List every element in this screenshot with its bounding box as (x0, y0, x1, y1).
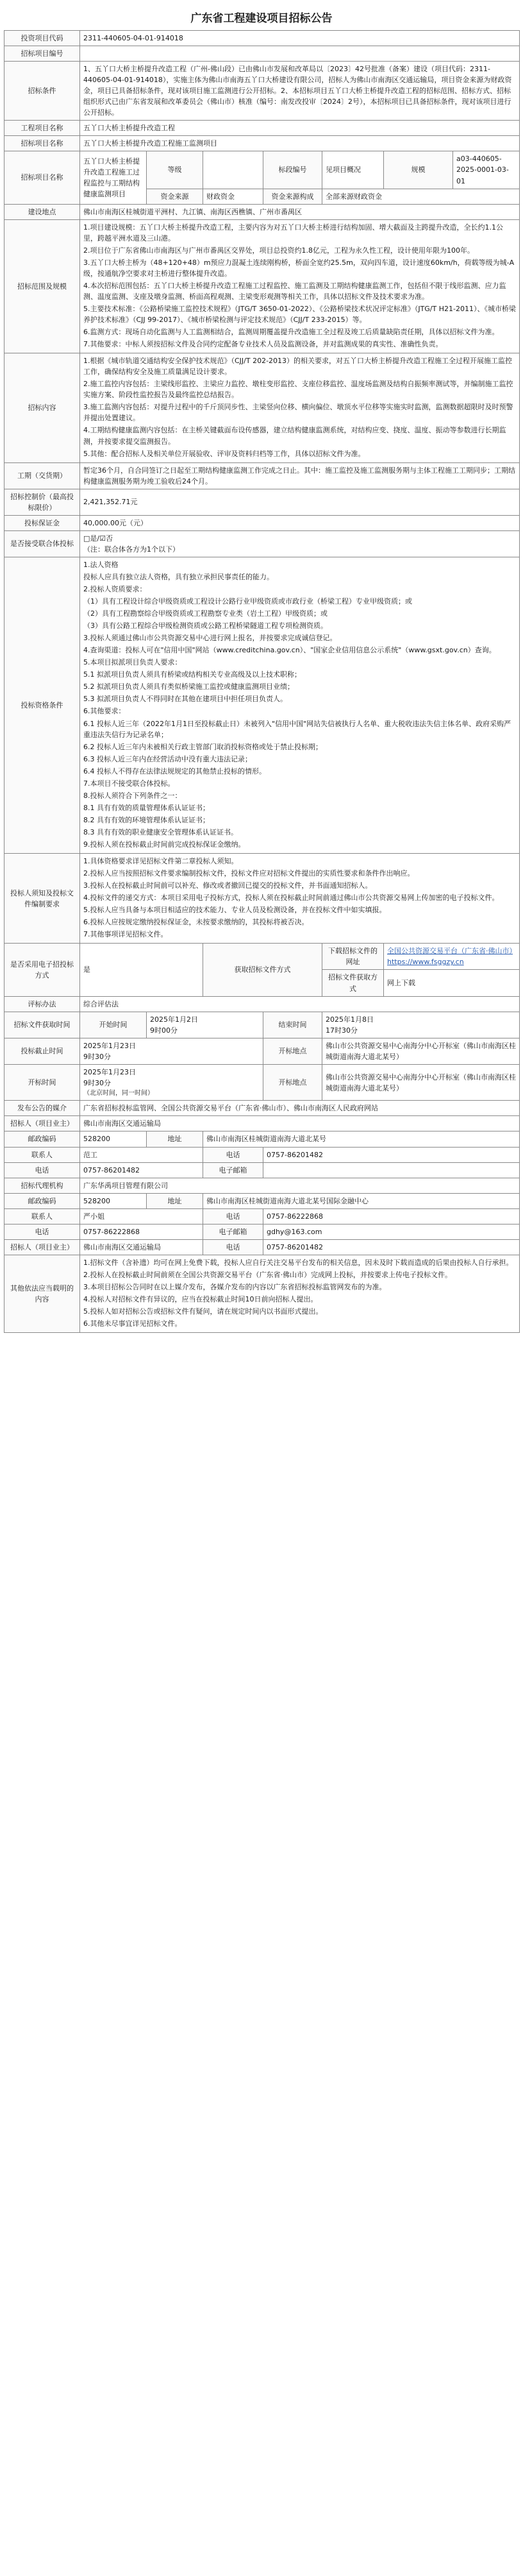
other-para: 6.其他未尽事宜详见招标文件。 (83, 1319, 182, 1328)
approval-no-label: 招标项目编号 (4, 46, 80, 62)
consortium-choice: □是/☑否 (83, 534, 113, 543)
deadline-label: 投标截止时间 (4, 1038, 80, 1064)
announcement-table (4, 30, 520, 1333)
scope-para: 2.项目位于广东省佛山市南海区与广州市番禺区交界处，项目总投资约1.8亿元，工程为永久性工程，设计使用年限为100年。 (83, 246, 474, 255)
electronic-label: 是否采用电子招投标方式 (4, 944, 80, 996)
qual-para: 5.3 拟派项目负责人不得同时在其他在建项目中担任项目负责人。 (83, 695, 287, 704)
agent-email-label: 电子邮箱 (203, 1224, 263, 1239)
qual-para: 8.投标人须符合下列条件之一： (83, 791, 182, 800)
grade-k3-label: 规模 (384, 151, 453, 189)
duration-label: 工期（交货期） (4, 462, 80, 489)
release-method-label: 招标文件获取方式 (322, 970, 384, 996)
open-time-note: （北京时间，同一时间） (83, 1089, 154, 1097)
content-value (80, 353, 520, 462)
scope-para: 3.五丫口大桥主桥为（48+120+48）m预应力混凝土连续刚构桥，桥面全宽约25.5m，双向四车道，设计速度60km/h，荷载等级为城-A级，按通航净空要求对主桥进行整体提升改造。 (83, 258, 515, 278)
page-title: 广东省工程建设项目招标公告 (190, 12, 333, 25)
phone-label: 电话 (203, 1147, 263, 1162)
media-label: 发布公告的媒介 (4, 1101, 80, 1116)
download-label: 下载招标文件的网址 (322, 944, 384, 970)
agent-phone-label: 电话 (203, 1208, 263, 1224)
review-value: 综合评估法 (80, 996, 520, 1012)
row-deadline (4, 1038, 520, 1064)
grade-k3-value: 见项目概况 (322, 151, 384, 189)
other-label: 其他依法应当载明的内容 (4, 1255, 80, 1332)
location-value: 佛山市南海区桂城街道平洲村、九江镇、南海区西樵镇、广州市番禺区 (80, 204, 520, 219)
scope-para: 5.主要技术标准：《公路桥梁施工监控技术规程》（JTG/T 3650-01-2022）、《公路桥梁技术状况评定标准》（JTG/T H21-2011）、《城市桥梁养护技术标准》（CJJ 99-2017）、《城市桥梁检测与评定技术规范》（CJJ/T 233-2015）等。 (83, 304, 516, 325)
row-consortium (4, 530, 520, 557)
row-max-price (4, 489, 520, 515)
notes-para: 4.投标文件的递交方式：本项目采用电子投标方式，投标人须在投标截止时间前通过佛山市公共资源交易网上传加密的电子投标文件。 (83, 894, 499, 902)
location-label: 建设地点 (4, 204, 80, 219)
row-agent-email (4, 1224, 520, 1239)
max-price-value: 2,421,352.71元 (80, 489, 520, 515)
open-clock: 9时30分 (83, 1078, 111, 1087)
row-tenderer-addr (4, 1131, 520, 1147)
contact-value: 范工 (80, 1147, 203, 1162)
agent-addr-label: 地址 (147, 1193, 203, 1208)
qual-para: 6.2 投标人近三年内未被相关行政主管部门取消投标资格或处于禁止投标期； (83, 742, 322, 751)
media-value: 广东省招标投标监管网、全国公共资源交易平台（广东省·佛山市）、佛山市南海区人民政府网站 (80, 1101, 520, 1116)
qual-para: 投标人应具有独立法人资格，具有独立承担民事责任的能力。 (83, 572, 274, 581)
download-link[interactable]: 全国公共资源交易平台（广东省·佛山市）https://www.fsggzy.cn (384, 944, 520, 970)
agent-email-value: gdhy@163.com (263, 1224, 520, 1239)
qual-para: 6.其他要求： (83, 707, 126, 716)
grade-label: 招标项目名称 (4, 151, 80, 204)
row-project-code (4, 31, 520, 46)
row-tenderer-email (4, 1162, 520, 1178)
time-label: 招标文件获取时间 (4, 1012, 80, 1038)
row-agent-addr (4, 1193, 520, 1208)
notes-para: 6.投标人应按规定缴纳投标保证金，未按要求缴纳的，其投标将被否决。 (83, 918, 309, 927)
supervisor-value: 佛山市南海区交通运输局 (80, 1239, 203, 1255)
project-code-value: 2311-440605-04-01-914018 (80, 31, 520, 46)
project-name-label: 工程项目名称 (4, 121, 80, 136)
qual-para: 8.3 具有有效的职业健康安全管理体系认证证书。 (83, 827, 238, 836)
time-start (147, 1012, 263, 1038)
project-code-label: 投资项目代码 (4, 31, 80, 46)
agent-contact-label: 联系人 (4, 1208, 80, 1224)
agent-value: 广东华禹项目管理有限公司 (80, 1178, 520, 1193)
tenderer-label: 招标人（项目业主） (4, 1116, 80, 1131)
email-value (263, 1162, 520, 1178)
consortium-label: 是否接受联合体投标 (4, 530, 80, 557)
notes-para: 3.投标人在投标截止时间前可以补充、修改或者撤回已提交的投标文件，并书面通知招标人。 (83, 881, 372, 890)
scope-para: 6.监测方式：现场自动化监测与人工监测相结合，监测周期覆盖提升改造施工全过程及竣工后质量缺陷责任期，具体以招标文件为准。 (83, 328, 499, 337)
row-tenderer (4, 1116, 520, 1131)
deadline-clock: 9时30分 (83, 1052, 111, 1061)
time-end-clock: 17时30分 (326, 1026, 358, 1035)
row-grade (4, 151, 520, 189)
agent-addr-value: 佛山市南海区桂城街道南海大道北某号国际金融中心 (203, 1193, 520, 1208)
qual-para: 8.2 具有有效的环境管理体系认证证书； (83, 815, 210, 824)
row-location (4, 204, 520, 219)
approval-no-value (80, 46, 520, 62)
get-method-label: 获取招标文件方式 (203, 944, 322, 996)
scope-para: 7.其他要求：中标人须按招标文件及合同约定配备专业技术人员及监测设备，并对监测成果的真实性、准确性负责。 (83, 340, 443, 349)
open-place-value: 佛山市公共资源交易中心南海分中心开标室（佛山市南海区桂城街道南海大道北某号） (322, 1038, 520, 1064)
row-supervisor (4, 1239, 520, 1255)
content-para: 2.施工监控内容包括：主梁线形监控、主梁应力监控、墩柱变形监控、支座位移监控、温度场监测及结构自振频率测试等，并编制施工监控实施方案、阶段性监控报告及最终监控总结报告。 (83, 380, 513, 400)
bond-label: 投标保证金 (4, 515, 80, 530)
phone-value: 0757-86201482 (263, 1147, 520, 1162)
grade-extra: a03-440605-2025-0001-03-01 (453, 151, 520, 189)
grade-k1-label: 等级 (147, 151, 203, 189)
row-project-name (4, 121, 520, 136)
open-date: 2025年1月23日 (83, 1067, 136, 1076)
row-agent (4, 1178, 520, 1193)
other-para: 2.投标人在投标截止时间前须在全国公共资源交易平台（广东省·佛山市）完成网上投标，并按要求上传电子投标文件。 (83, 1270, 452, 1279)
content-para: 4.工期结构健康监测内容包括：在主桥关键截面布设传感器，建立结构健康监测系统，对结构应变、挠度、温度、振动等参数进行长期监测，并按要求提交监测报告。 (83, 426, 506, 446)
time-start-date: 2025年1月2日 (150, 1015, 198, 1024)
grade-k2-value (203, 151, 263, 189)
row-open-time (4, 1064, 520, 1101)
qualification-value (80, 557, 520, 853)
notes-label: 投标人须知及投标文件编制要求 (4, 854, 80, 944)
content-label: 招标内容 (4, 353, 80, 462)
qual-para: 7.本项目不接受联合体投标。 (83, 779, 175, 788)
max-price-label: 招标控制价（最高投标限价） (4, 489, 80, 515)
row-qualification (4, 557, 520, 853)
agent-fax-label: 电话 (4, 1224, 80, 1239)
qual-para: 4.查询渠道：投标人可在"信用中国"网站（www.creditchina.gov.cn）、"国家企业信用信息公示系统"（www.gsxt.gov.cn）查询。 (83, 646, 496, 655)
qual-para: 6.4 投标人不得存在法律法规规定的其他禁止投标的情形。 (83, 767, 266, 775)
postcode-label: 邮政编码 (4, 1131, 80, 1147)
qual-para: 3.投标人须通过佛山市公共资源交易中心进行网上报名，并按要求完成诚信登记。 (83, 634, 337, 643)
project-name-value: 五丫口大桥主桥提升改造工程 (80, 121, 520, 136)
qual-para: 9.投标人须在投标截止时间前完成投标保证金缴纳。 (83, 840, 245, 849)
qual-para: 1.法人资格 (83, 560, 119, 569)
row-agent-contact (4, 1208, 520, 1224)
supervisor-label: 招标人（项目业主） (4, 1239, 80, 1255)
duration-value: 暂定36个月，自合同签订之日起至工期结构健康监测工作完成之日止。其中：施工监控及施工监测服务期与主体工程施工工期同步；工期结构健康监测服务期为竣工验收后24个月。 (80, 462, 520, 489)
row-tenderer-contact (4, 1147, 520, 1162)
review-label: 评标办法 (4, 996, 80, 1012)
supervisor-phone-value: 0757-86201482 (263, 1239, 520, 1255)
bid-project-name-value: 五丫口大桥主桥提升改造工程施工监测项目 (80, 136, 520, 151)
agent-label: 招标代理机构 (4, 1178, 80, 1193)
bid-project-name-label: 招标项目名称 (4, 136, 80, 151)
other-para: 4.投标人对招标文件有异议的，应当在投标截止时间10日前向招标人提出。 (83, 1295, 318, 1303)
end-label: 结束时间 (263, 1012, 322, 1038)
qual-para: 2.投标人资质要求： (83, 585, 147, 594)
notes-para: 1.具体资格要求详见招标文件第二章投标人须知。 (83, 857, 238, 866)
supervisor-phone-label: 电话 (203, 1239, 263, 1255)
row-notes (4, 854, 520, 944)
contact-label: 联系人 (4, 1147, 80, 1162)
qual-para: 5.2 拟派项目负责人须具有类似桥梁施工监控或健康监测项目业绩； (83, 682, 294, 691)
time-end (322, 1012, 520, 1038)
start-label: 开始时间 (80, 1012, 147, 1038)
get-method-value: 网上下载 (384, 970, 520, 996)
electronic-value: 是 (80, 944, 203, 996)
agent-fax-value: 0757-86222868 (80, 1224, 203, 1239)
notes-value (80, 854, 520, 944)
tenderer-value: 佛山市南海区交通运输局 (80, 1116, 520, 1131)
row-conditions (4, 62, 520, 121)
row-other (4, 1255, 520, 1332)
content-para: 1.根据《城市轨道交通结构安全保护技术规范》（CJJ/T 202-2013）的相关要求，对五丫口大桥主桥提升改造工程施工全过程开展施工监控工作，确保结构安全及施工质量满足设计要求。 (83, 357, 513, 377)
other-value (80, 1255, 520, 1332)
grade-k5-label: 资金来源构成 (263, 189, 322, 204)
open-place-value-2: 佛山市公共资源交易中心南海分中心开标室（佛山市南海区桂城街道南海大道北某号） (322, 1064, 520, 1101)
notes-para: 2.投标人应当按照招标文件要求编制投标文件，投标文件应对招标文件提出的实质性要求和条件作出响应。 (83, 869, 415, 878)
other-para: 3.本项目招标公告同时在以上媒介发布，各媒介发布的内容以广东省招标投标监管网发布的为准。 (83, 1282, 386, 1291)
row-bid-project-name (4, 136, 520, 151)
qual-para: 5.本项目拟派项目负责人要求： (83, 658, 182, 667)
qual-para: （3）具有公路工程综合甲级检测资质或公路工程桥梁隧道工程专项检测资质。 (83, 622, 328, 631)
open-place-label-2: 开标地点 (263, 1064, 322, 1101)
conditions-label: 招标条件 (4, 62, 80, 121)
qual-para: （2）具有工程勘察综合甲级资质或工程勘察专业类（岩土工程）甲级资质；或 (83, 609, 328, 618)
scope-label: 招标范围及规模 (4, 219, 80, 353)
postcode-value: 528200 (80, 1131, 147, 1147)
row-duration (4, 462, 520, 489)
other-para: 1.招标文件（含补遗）均可在网上免费下载，投标人应自行关注交易平台发布的相关信息，因未及时下载而造成的后果由投标人自行承担。 (83, 1258, 513, 1267)
notes-para: 7.其他事项详见招标文件。 (83, 930, 168, 939)
notes-para: 5.投标人应当具备与本项目相适应的技术能力、专业人员及检测设备，并在投标文件中如实填报。 (83, 906, 386, 915)
grade-k2-label: 标段编号 (263, 151, 322, 189)
consortium-note: （注：联合体各方为1个以下） (83, 545, 179, 554)
deadline-date: 2025年1月23日 (83, 1041, 136, 1050)
qual-para: （1）具有工程设计综合甲级资质或工程设计公路行业甲级资质或市政行业（桥梁工程）专业甲级资质；或 (83, 597, 412, 606)
scope-para: 1.项目建设规模：五丫口大桥主桥提升改造工程，主要内容为对五丫口大桥主桥进行结构加固、增大截面及主跨提升改造，全长约1.1公里，跨越平洲水道及三山港。 (83, 223, 503, 242)
agent-phone-value: 0757-86222868 (263, 1208, 520, 1224)
qual-para: 8.1 具有有效的质量管理体系认证证书； (83, 803, 210, 812)
conditions-value: 1、五丫口大桥主桥提升改造工程（广州-佛山段）已由佛山市发展和改革局以〔2023〕42号批准（备案）建设（项目代码：2311-440605-04-01-914018），实施主体为佛山市南海五丫口大桥建设有限公司，招标人为佛山市南海区交通运输局，项目资金来源为财政资金，项目已具备招标条件，现对该项目施工监测进行公开招标。2、本招标项目五丫口大桥主桥提升改造工程的招标范围、招标方式、招标组织形式已由广东省发展和改革委员会（佛山市）核准（编号：南发改投审〔2024〕2号），本招标项目已具备招标条件，现对该项目进行公开招标。 (80, 62, 520, 121)
deadline-value (80, 1038, 263, 1064)
fax-value: 0757-86201482 (80, 1162, 203, 1178)
consortium-value (80, 530, 520, 557)
qual-para: 5.1 拟派项目负责人须具有桥梁或结构相关专业高级及以上技术职称； (83, 670, 301, 679)
row-scope (4, 219, 520, 353)
row-approval-no (4, 46, 520, 62)
tenderer-addr-value: 佛山市南海区桂城街道南海大道北某号 (203, 1131, 520, 1147)
scope-value (80, 219, 520, 353)
qual-para: 6.3 投标人近三年内在经营活动中没有重大违法记录； (83, 754, 252, 763)
content-para: 5.其他：配合招标人及相关单位开展验收、评审及资料归档等工作，具体以招标文件为准。 (83, 449, 365, 458)
row-time (4, 1012, 520, 1038)
grade-k5-value: 全部来源财政资金 (322, 189, 520, 204)
agent-contact-value: 严小姐 (80, 1208, 203, 1224)
qual-para: 6.1 投标人近三年（2022年1月1日至投标截止日）未被列入"信用中国"网站失信被执行人名单、重大税收违法失信主体名单、政府采购严重违法失信行为记录名单； (83, 719, 511, 739)
time-start-clock: 9时00分 (150, 1026, 178, 1035)
scope-para: 4.本次招标范围包括：五丫口大桥主桥提升改造工程施工过程监控、施工监测及工期结构健康监测工作，包括但不限于线形监测、应力监测、温度监测、支座及墩身监测、桥面高程观测、主梁变形观测等相关工作，具体以招标文件及技术要求为准。 (83, 281, 506, 301)
grade-k4-label: 资金来源 (147, 189, 203, 204)
qualification-label: 投标资格条件 (4, 557, 80, 853)
grade-name: 五丫口大桥主桥提升改造工程施工过程监控与工期结构健康监测项目 (80, 151, 147, 204)
row-review (4, 996, 520, 1012)
row-electronic (4, 944, 520, 970)
tenderer-addr-label: 地址 (147, 1131, 203, 1147)
row-content (4, 353, 520, 462)
fax-label: 电话 (4, 1162, 80, 1178)
content-para: 3.施工监测内容包括：对提升过程中的千斤顶同步性、主梁竖向位移、横向偏位、墩顶水平位移等实施实时监测，监测数据超限时及时预警并提出处置建议。 (83, 403, 513, 423)
bond-value: 40,000.00元（元） (80, 515, 520, 530)
agent-postcode-label: 邮政编码 (4, 1193, 80, 1208)
open-place-label: 开标地点 (263, 1038, 322, 1064)
row-bond (4, 515, 520, 530)
agent-postcode-value: 528200 (80, 1193, 147, 1208)
email-label: 电子邮箱 (203, 1162, 263, 1178)
time-end-date: 2025年1月8日 (326, 1015, 374, 1024)
open-time-label: 开标时间 (4, 1064, 80, 1101)
other-para: 5.投标人如对招标公告或招标文件有疑问，请在规定时间内以书面形式提出。 (83, 1307, 323, 1316)
open-time-value (80, 1064, 263, 1101)
row-media (4, 1101, 520, 1116)
grade-k4-value: 财政资金 (203, 189, 263, 204)
